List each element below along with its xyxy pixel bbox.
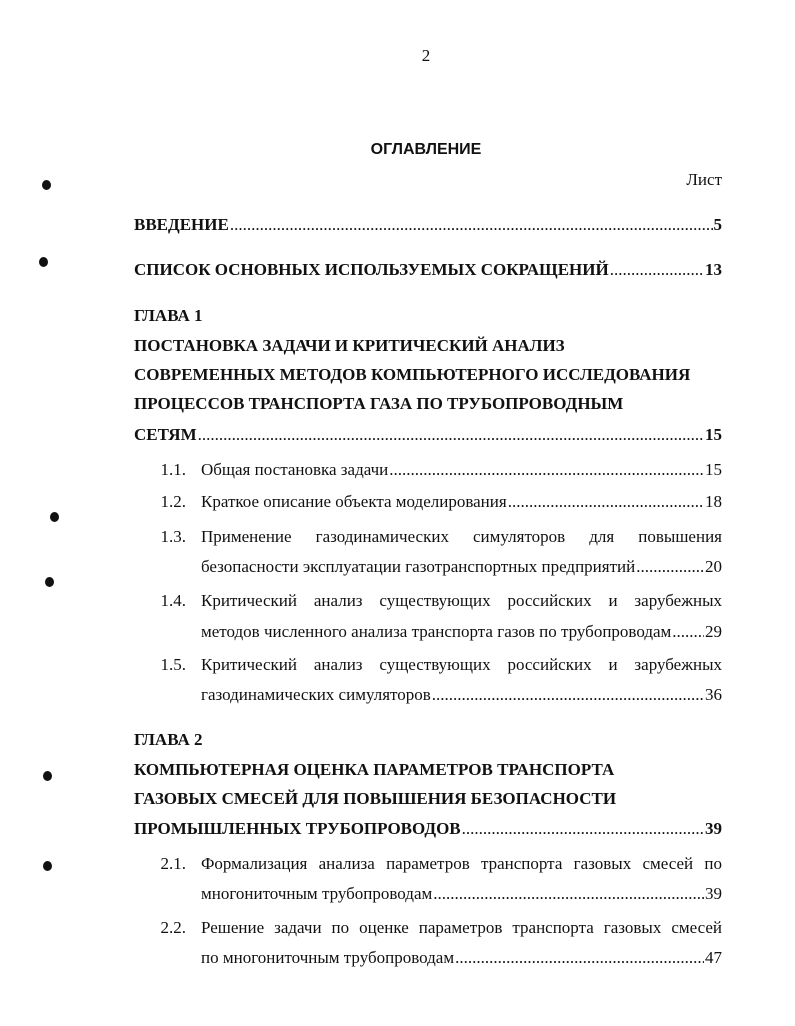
dot-leader (433, 883, 704, 905)
page-number: 2 (421, 46, 431, 65)
page-title: ОГЛАВЛЕНИЕ (370, 141, 482, 158)
dot-leader (672, 621, 704, 643)
toc-entry-abbreviations[interactable] (134, 259, 722, 281)
dot-leader (230, 214, 713, 236)
dot-leader (432, 684, 704, 706)
scan-blot-mark (43, 861, 52, 871)
dot-leader (455, 947, 704, 969)
toc-entry-chapter-1[interactable] (134, 424, 722, 446)
toc-entry-text[interactable]: Формализация анализа параметров транспорта газовых смесей по (201, 854, 722, 873)
toc-entry-section-1-3[interactable] (201, 556, 722, 578)
scan-blot-mark (42, 180, 51, 190)
toc-entry-text: Краткое описание объекта моделирования (201, 492, 507, 511)
toc-entry-section-1-5[interactable] (201, 684, 722, 706)
section-number: 1.1. (160, 460, 186, 479)
toc-entry-section-1-2[interactable] (201, 491, 722, 513)
toc-page: 18 (705, 492, 722, 511)
chapter-1-label: ГЛАВА 1 (134, 306, 203, 325)
section-number: 2.1. (160, 854, 186, 873)
dot-leader (636, 556, 704, 578)
scan-blot-mark (50, 512, 59, 522)
scan-blot-mark (45, 577, 54, 587)
toc-entry-text: газодинамических симуляторов (201, 685, 431, 704)
toc-entry-section-1-1[interactable] (201, 459, 722, 481)
chapter-2-title-line: КОМПЬЮТЕРНАЯ ОЦЕНКА ПАРАМЕТРОВ ТРАНСПОРТА (134, 760, 615, 779)
toc-entry-text[interactable]: Применение газодинамических симуляторов для повышения (201, 527, 722, 546)
section-number: 1.5. (160, 655, 186, 674)
toc-entry-text: ПРОМЫШЛЕННЫХ ТРУБОПРОВОДОВ (134, 819, 461, 838)
toc-page: 29 (705, 622, 722, 641)
toc-entry-text[interactable]: Решение задачи по оценке параметров транспорта газовых смесей (201, 918, 722, 937)
chapter-2-title-line: ГАЗОВЫХ СМЕСЕЙ ДЛЯ ПОВЫШЕНИЯ БЕЗОПАСНОСТИ (134, 789, 617, 808)
toc-entry-text: безопасности эксплуатации газотранспортных предприятий (201, 557, 636, 576)
toc-page: 39 (705, 819, 722, 838)
toc-entry-text: СПИСОК ОСНОВНЫХ ИСПОЛЬЗУЕМЫХ СОКРАЩЕНИЙ (134, 260, 609, 279)
toc-entry-text: СЕТЯМ (134, 425, 197, 444)
dot-leader (508, 491, 704, 513)
section-number: 1.2. (160, 492, 186, 511)
chapter-1-title-line: ПРОЦЕССОВ ТРАНСПОРТА ГАЗА ПО ТРУБОПРОВОДНЫМ (134, 394, 624, 413)
dot-leader (198, 424, 704, 446)
scan-blot-mark (43, 771, 52, 781)
dot-leader (610, 259, 704, 281)
toc-entry-text: методов численного анализа транспорта газов по трубопроводам (201, 622, 672, 641)
toc-entry-text[interactable]: Критический анализ существующих российских и зарубежных (201, 655, 722, 674)
toc-entry-text: по многониточным трубопроводам (201, 948, 455, 967)
toc-entry-text: многониточным трубопроводам (201, 884, 433, 903)
toc-entry-text: Общая постановка задачи (201, 460, 389, 479)
toc-entry-intro[interactable] (134, 214, 722, 236)
section-number: 1.4. (160, 591, 186, 610)
toc-page: 5 (713, 215, 722, 234)
toc-entry-text[interactable]: Критический анализ существующих российских и зарубежных (201, 591, 722, 610)
chapter-1-title-line: ПОСТАНОВКА ЗАДАЧИ И КРИТИЧЕСКИЙ АНАЛИЗ (134, 336, 565, 355)
toc-page: 15 (705, 425, 722, 444)
toc-entry-section-2-1[interactable] (201, 883, 722, 905)
toc-page: 39 (705, 884, 722, 903)
toc-page: 20 (705, 557, 722, 576)
dot-leader (389, 459, 704, 481)
toc-entry-section-1-4[interactable] (201, 621, 722, 643)
chapter-1-title-line: СОВРЕМЕННЫХ МЕТОДОВ КОМПЬЮТЕРНОГО ИССЛЕДОВАНИЯ (134, 365, 691, 384)
chapter-2-label: ГЛАВА 2 (134, 730, 203, 749)
section-number: 1.3. (160, 527, 186, 546)
toc-page: 13 (705, 260, 722, 279)
toc-entry-text: ВВЕДЕНИЕ (134, 215, 229, 234)
sheet-column-label: Лист (686, 170, 722, 189)
dot-leader (462, 818, 704, 840)
toc-page: 15 (705, 460, 722, 479)
toc-page: 47 (705, 948, 722, 967)
toc-entry-section-2-2[interactable] (201, 947, 722, 969)
scan-blot-mark (39, 257, 48, 267)
toc-page: 36 (705, 685, 722, 704)
section-number: 2.2. (160, 918, 186, 937)
toc-entry-chapter-2[interactable] (134, 818, 722, 840)
